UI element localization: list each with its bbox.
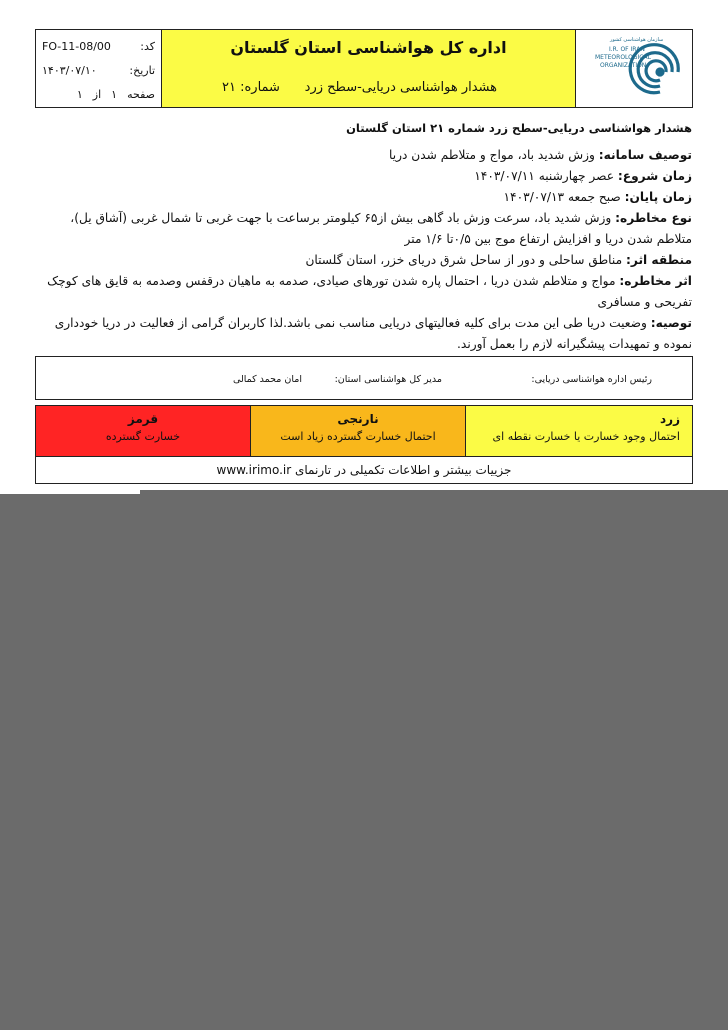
item-text: وزش شدید باد، مواج و متلاطم شدن دریا [388,148,599,162]
legend-yellow-desc: احتمال وجود خسارت یا خسارت نقطه ای [492,430,680,443]
date-label: تاریخ: [129,63,155,77]
logo-spiral-icon [630,44,678,92]
legend-red-name: قرمز [127,412,159,426]
page-total: ۱ [76,87,83,101]
director-name: امان محمد کمالی [232,374,302,385]
page-title: اداره کل هواشناسی استان گلستان [230,38,507,57]
item-label: زمان شروع: [617,169,692,183]
item-text: مواج و متلاطم شدن دریا ، احتمال پاره شدن تورهای صیادی، صدمه به ماهیان درقفس وصدمه به قایق های کوچک تفریحی و مسافری [47,274,692,309]
warning-body [36,118,692,355]
system-description [36,145,692,166]
impact-area [36,250,692,271]
header-table [35,29,693,108]
logo-text-en-2: METEOROLOGICAL [595,53,651,61]
legend-orange [251,406,466,456]
legend-yellow [466,406,692,456]
legend-yellow-name: زرد [660,412,680,426]
recommendation [36,313,692,355]
item-label: توصیه: [650,316,692,330]
item-label: اثر مخاطره: [619,274,692,288]
header-title-cell [162,30,576,107]
legend-orange-desc: احتمال خسارت گسترده زیاد است [280,430,436,443]
gray-overlay [0,494,728,1030]
legend-red [36,406,251,456]
page-value: ۱ [111,87,118,101]
signature-box [35,356,693,400]
warning-level-legend [35,405,693,484]
item-text: عصر چهارشنبه ۱۴۰۳/۰۷/۱۱ [474,169,618,183]
logo-text-en-3: ORGANIZATION [600,61,647,69]
page-of: از [92,87,102,101]
item-text: وزش شدید باد، سرعت وزش باد گاهی بیش از۶۵ کیلومتر برساعت با جهت غربی تا شمال غربی (آشاق یل)، متلاطم شدن دریا و افزایش ارتفاع موج بین ۰/۵تا ۱/۶ متر [70,211,692,246]
page-label: صفحه [127,87,155,101]
meteorological-organization-logo [582,34,686,104]
legend-orange-name: نارنجی [337,412,379,426]
logo-text-en-1: I.R. OF IRAN [609,45,645,53]
logo-cell [576,30,692,107]
hazard-type [36,208,692,250]
marine-head-label: رئیس اداره هواشناسی دریایی: [531,374,652,385]
item-label: منطقه اثر: [625,253,692,267]
body-heading: هشدار هواشناسی دریایی-سطح زرد شماره ۲۱ استان گلستان [346,121,692,135]
document-meta [36,30,162,107]
legend-red-desc: خسارت گسترده [105,430,181,443]
hazard-impact [36,271,692,313]
code-value: FO-11-08/00 [42,39,111,53]
item-label: زمان پایان: [624,190,692,204]
logo-text-fa: سازمان هواشناسی کشور [610,36,664,43]
item-label: نوع مخاطره: [615,211,692,225]
warning-subtitle: هشدار هواشناسی دریایی-سطح زرد [304,80,497,95]
warning-number: شماره: ۲۱ [222,80,280,95]
website-footer: جزییات بیشتر و اطلاعات تکمیلی در تارنمای www.irimo.ir [216,463,512,477]
code-label: کد: [140,39,155,53]
item-label: توصیف سامانه: [598,148,692,162]
start-time [36,166,692,187]
end-time [36,187,692,208]
date-value: ۱۴۰۳/۰۷/۱۰ [42,63,97,77]
director-label: مدیر کل هواشناسی استان: [334,374,442,385]
item-text: وضعیت دریا طی این مدت برای کلیه فعالیتهای دریایی مناسب نمی باشد.لذا کاربران گرامی از فعالیت در دریا خودداری نموده و تمهیدات پیشگیرانه لازم را بعمل آورند. [54,316,692,351]
item-text: صبح جمعه ۱۴۰۳/۰۷/۱۳ [503,190,625,204]
item-text: مناطق ساحلی و دور از ساحل شرق دریای خزر، استان گلستان [305,253,626,267]
